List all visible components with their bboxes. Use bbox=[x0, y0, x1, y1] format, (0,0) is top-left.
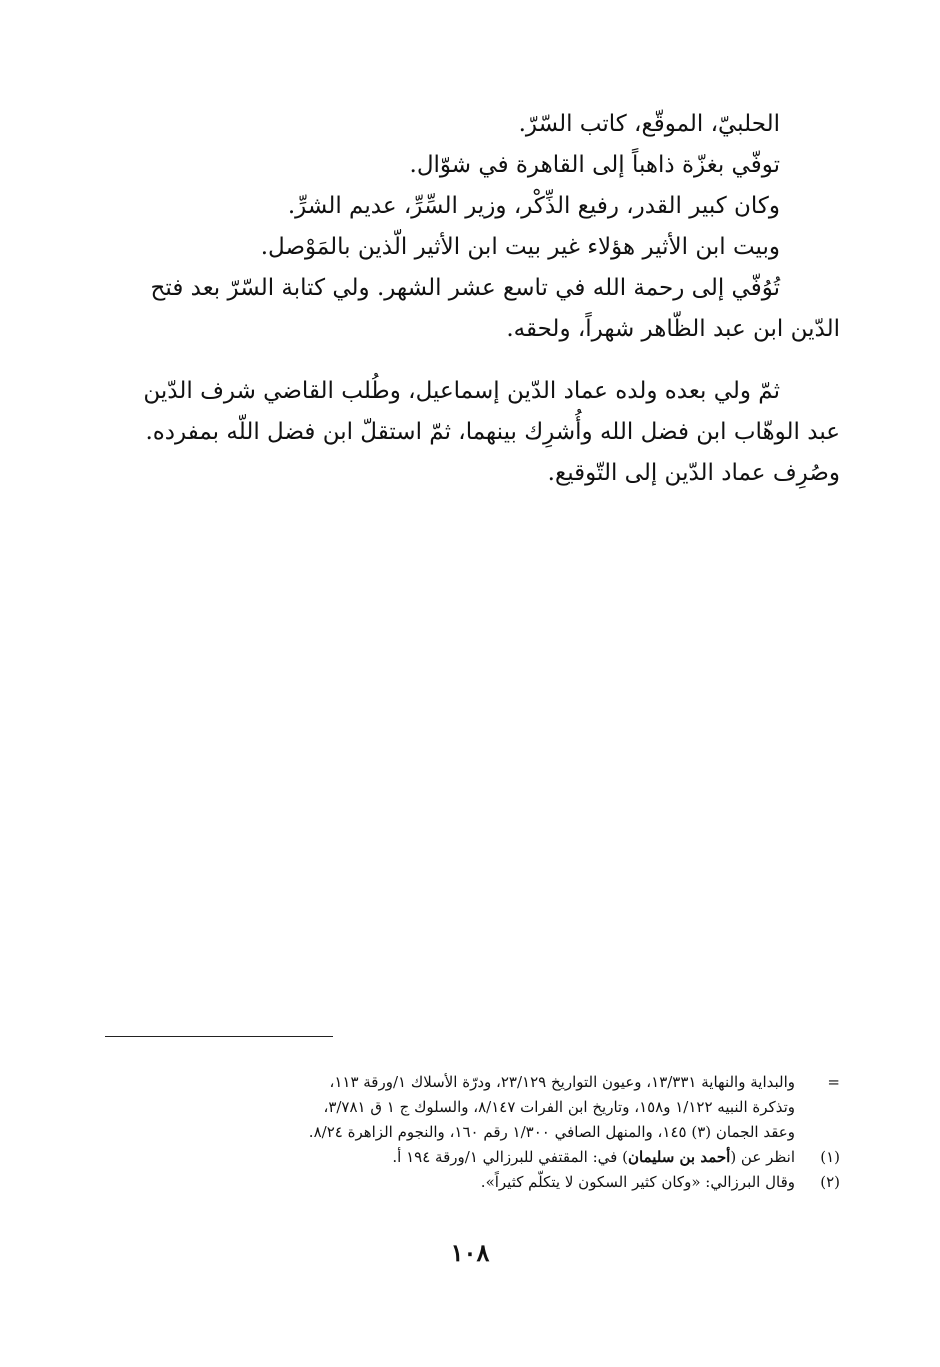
page-number: ١٠٨ bbox=[450, 1238, 490, 1267]
footnote-number: (١) bbox=[820, 1148, 840, 1166]
text-line: توفّي بغزّة ذاهباً إلى القاهرة في شوّال. bbox=[409, 152, 780, 178]
text-line: الدّين ابن عبد الظّاهر شهراً، ولحقه. bbox=[506, 316, 840, 342]
text-line: عبد الوهّاب ابن فضل الله وأُشرِك بينهما، ثمّ استقلّ ابن فضل اللّه بمفرده. bbox=[145, 419, 840, 445]
text-line bbox=[105, 861, 840, 902]
text-line bbox=[105, 676, 840, 717]
text-line: وبيت ابن الأثير هؤلاء غير بيت ابن الأثير الّذين بالمَوْصل. bbox=[260, 234, 780, 260]
footnote-text: والبداية والنهاية ١٣/٣٣١، وعيون التواريخ ٢٣/١٢٩، ودرّة الأسلاك ١/ورقة ١١٣، bbox=[329, 1073, 795, 1091]
text-line: وصُرِف عماد الدّين إلى التّوقيع. bbox=[547, 460, 840, 486]
text-line: تُوُفّي إلى رحمة الله في تاسع عشر الشهر. ولي كتابة السّرّ بعد فتح bbox=[150, 275, 780, 301]
footnote-subject: أحمد بن سليمان bbox=[627, 1148, 731, 1166]
text-line bbox=[105, 635, 840, 676]
footnotes bbox=[105, 1070, 840, 1195]
footnote-1 bbox=[105, 1145, 840, 1170]
entry-5 bbox=[105, 738, 840, 984]
footnote-continuation bbox=[105, 1120, 840, 1145]
entry-4 bbox=[105, 512, 840, 717]
continuation-mark: = bbox=[827, 1073, 840, 1091]
text-line bbox=[105, 943, 840, 984]
footnote-text: وعقد الجمان (٣) ١٤٥، والمنهل الصافي ١/٣٠٠ رقم ١٦٠، والنجوم الزاهرة ٨/٢٤. bbox=[308, 1123, 795, 1141]
footnote-separator bbox=[105, 1036, 333, 1037]
main-text bbox=[105, 104, 840, 350]
footnote-text: وقال البرزالي: «وكان كثير السكون لا يتكلّم كثيراً». bbox=[480, 1173, 795, 1191]
text-line: ثمّ ولي بعده ولده عماد الدّين إسماعيل، وطُلب القاضي شرف الدّين bbox=[143, 378, 780, 404]
footnote-continuation bbox=[105, 1095, 840, 1120]
footnote-2 bbox=[105, 1170, 840, 1195]
text-line bbox=[105, 902, 840, 943]
text-line bbox=[105, 594, 840, 635]
footnote-text: ) في: المقتفي للبرزالي ١/ورقة ١٩٤ أ. bbox=[392, 1148, 628, 1166]
footnote-continuation bbox=[105, 1070, 840, 1095]
paragraph-succession bbox=[105, 371, 840, 494]
text-line bbox=[105, 779, 840, 820]
text-line: الحلبيّ، الموقّع، كاتب السّرّ. bbox=[518, 111, 780, 137]
footnote-text: انظر عن ( bbox=[730, 1148, 795, 1166]
text-line bbox=[105, 820, 840, 861]
text-line bbox=[105, 553, 840, 594]
footnote-text: وتذكرة النبيه ١/١٢٢ و١٥٨، وتاريخ ابن الفرات ٨/١٤٧، والسلوك ج ١ ق ٣/٧٨١، bbox=[323, 1098, 795, 1116]
entry-heading bbox=[105, 512, 840, 553]
text-line: وكان كبير القدر، رفيع الذِّكْر، وزير السِّرِّ، عديم الشرِّ. bbox=[287, 193, 780, 219]
entry-heading bbox=[105, 738, 840, 779]
footnote-number: (٢) bbox=[820, 1173, 840, 1191]
